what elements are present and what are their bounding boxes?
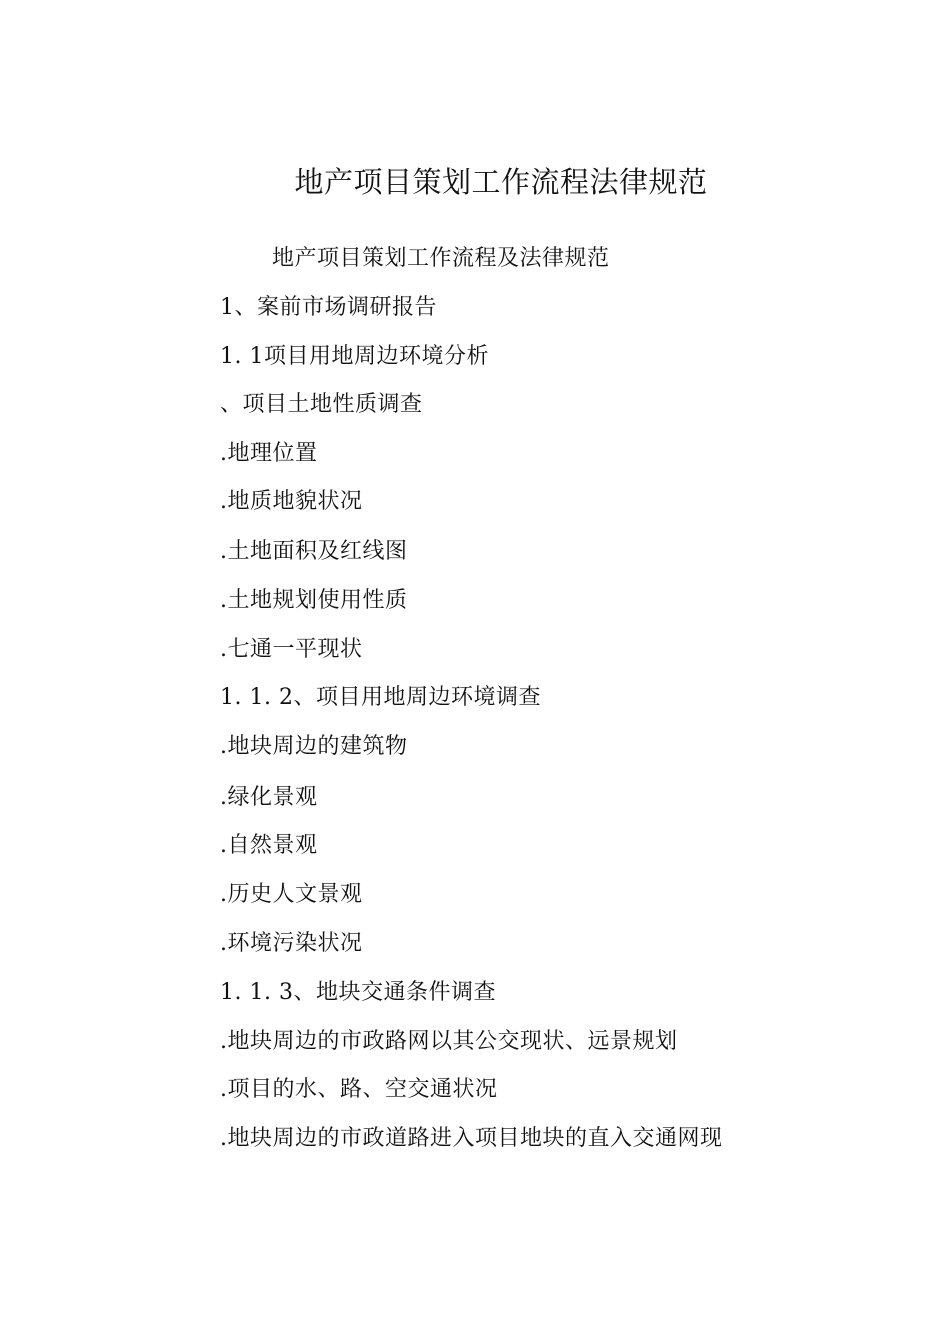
outline-line: 1. 1. 3、地块交通条件调查 — [220, 980, 496, 1005]
document-subtitle: 地产项目策划工作流程及法律规范 — [272, 246, 610, 271]
outline-line: 1. 1. 2、项目用地周边环境调查 — [220, 685, 541, 710]
outline-line: .地块周边的市政路网以其公交现状、远景规划 — [220, 1029, 678, 1054]
outline-line: .地质地貌状况 — [220, 489, 363, 514]
outline-line: .环境污染状况 — [220, 931, 363, 956]
outline-line: 1. 1项目用地周边环境分析 — [220, 344, 489, 369]
outline-line: .土地面积及红线图 — [220, 539, 408, 564]
outline-line: .地块周边的建筑物 — [220, 734, 408, 759]
outline-line: .土地规划使用性质 — [220, 588, 408, 613]
outline-line: .绿化景观 — [220, 785, 318, 810]
outline-line: .项目的水、路、空交通状况 — [220, 1077, 498, 1102]
outline-line: .历史人文景观 — [220, 882, 363, 907]
outline-line: .地理位置 — [220, 441, 318, 466]
outline-line: .七通一平现状 — [220, 637, 363, 662]
outline-line: 1、案前市场调研报告 — [220, 295, 437, 320]
outline-line: .地块周边的市政道路进入项目地块的直入交通网现 — [220, 1126, 723, 1151]
outline-line: 、项目土地性质调查 — [220, 392, 423, 417]
document-title: 地产项目策划工作流程法律规范 — [294, 165, 708, 199]
outline-line: .自然景观 — [220, 833, 318, 858]
